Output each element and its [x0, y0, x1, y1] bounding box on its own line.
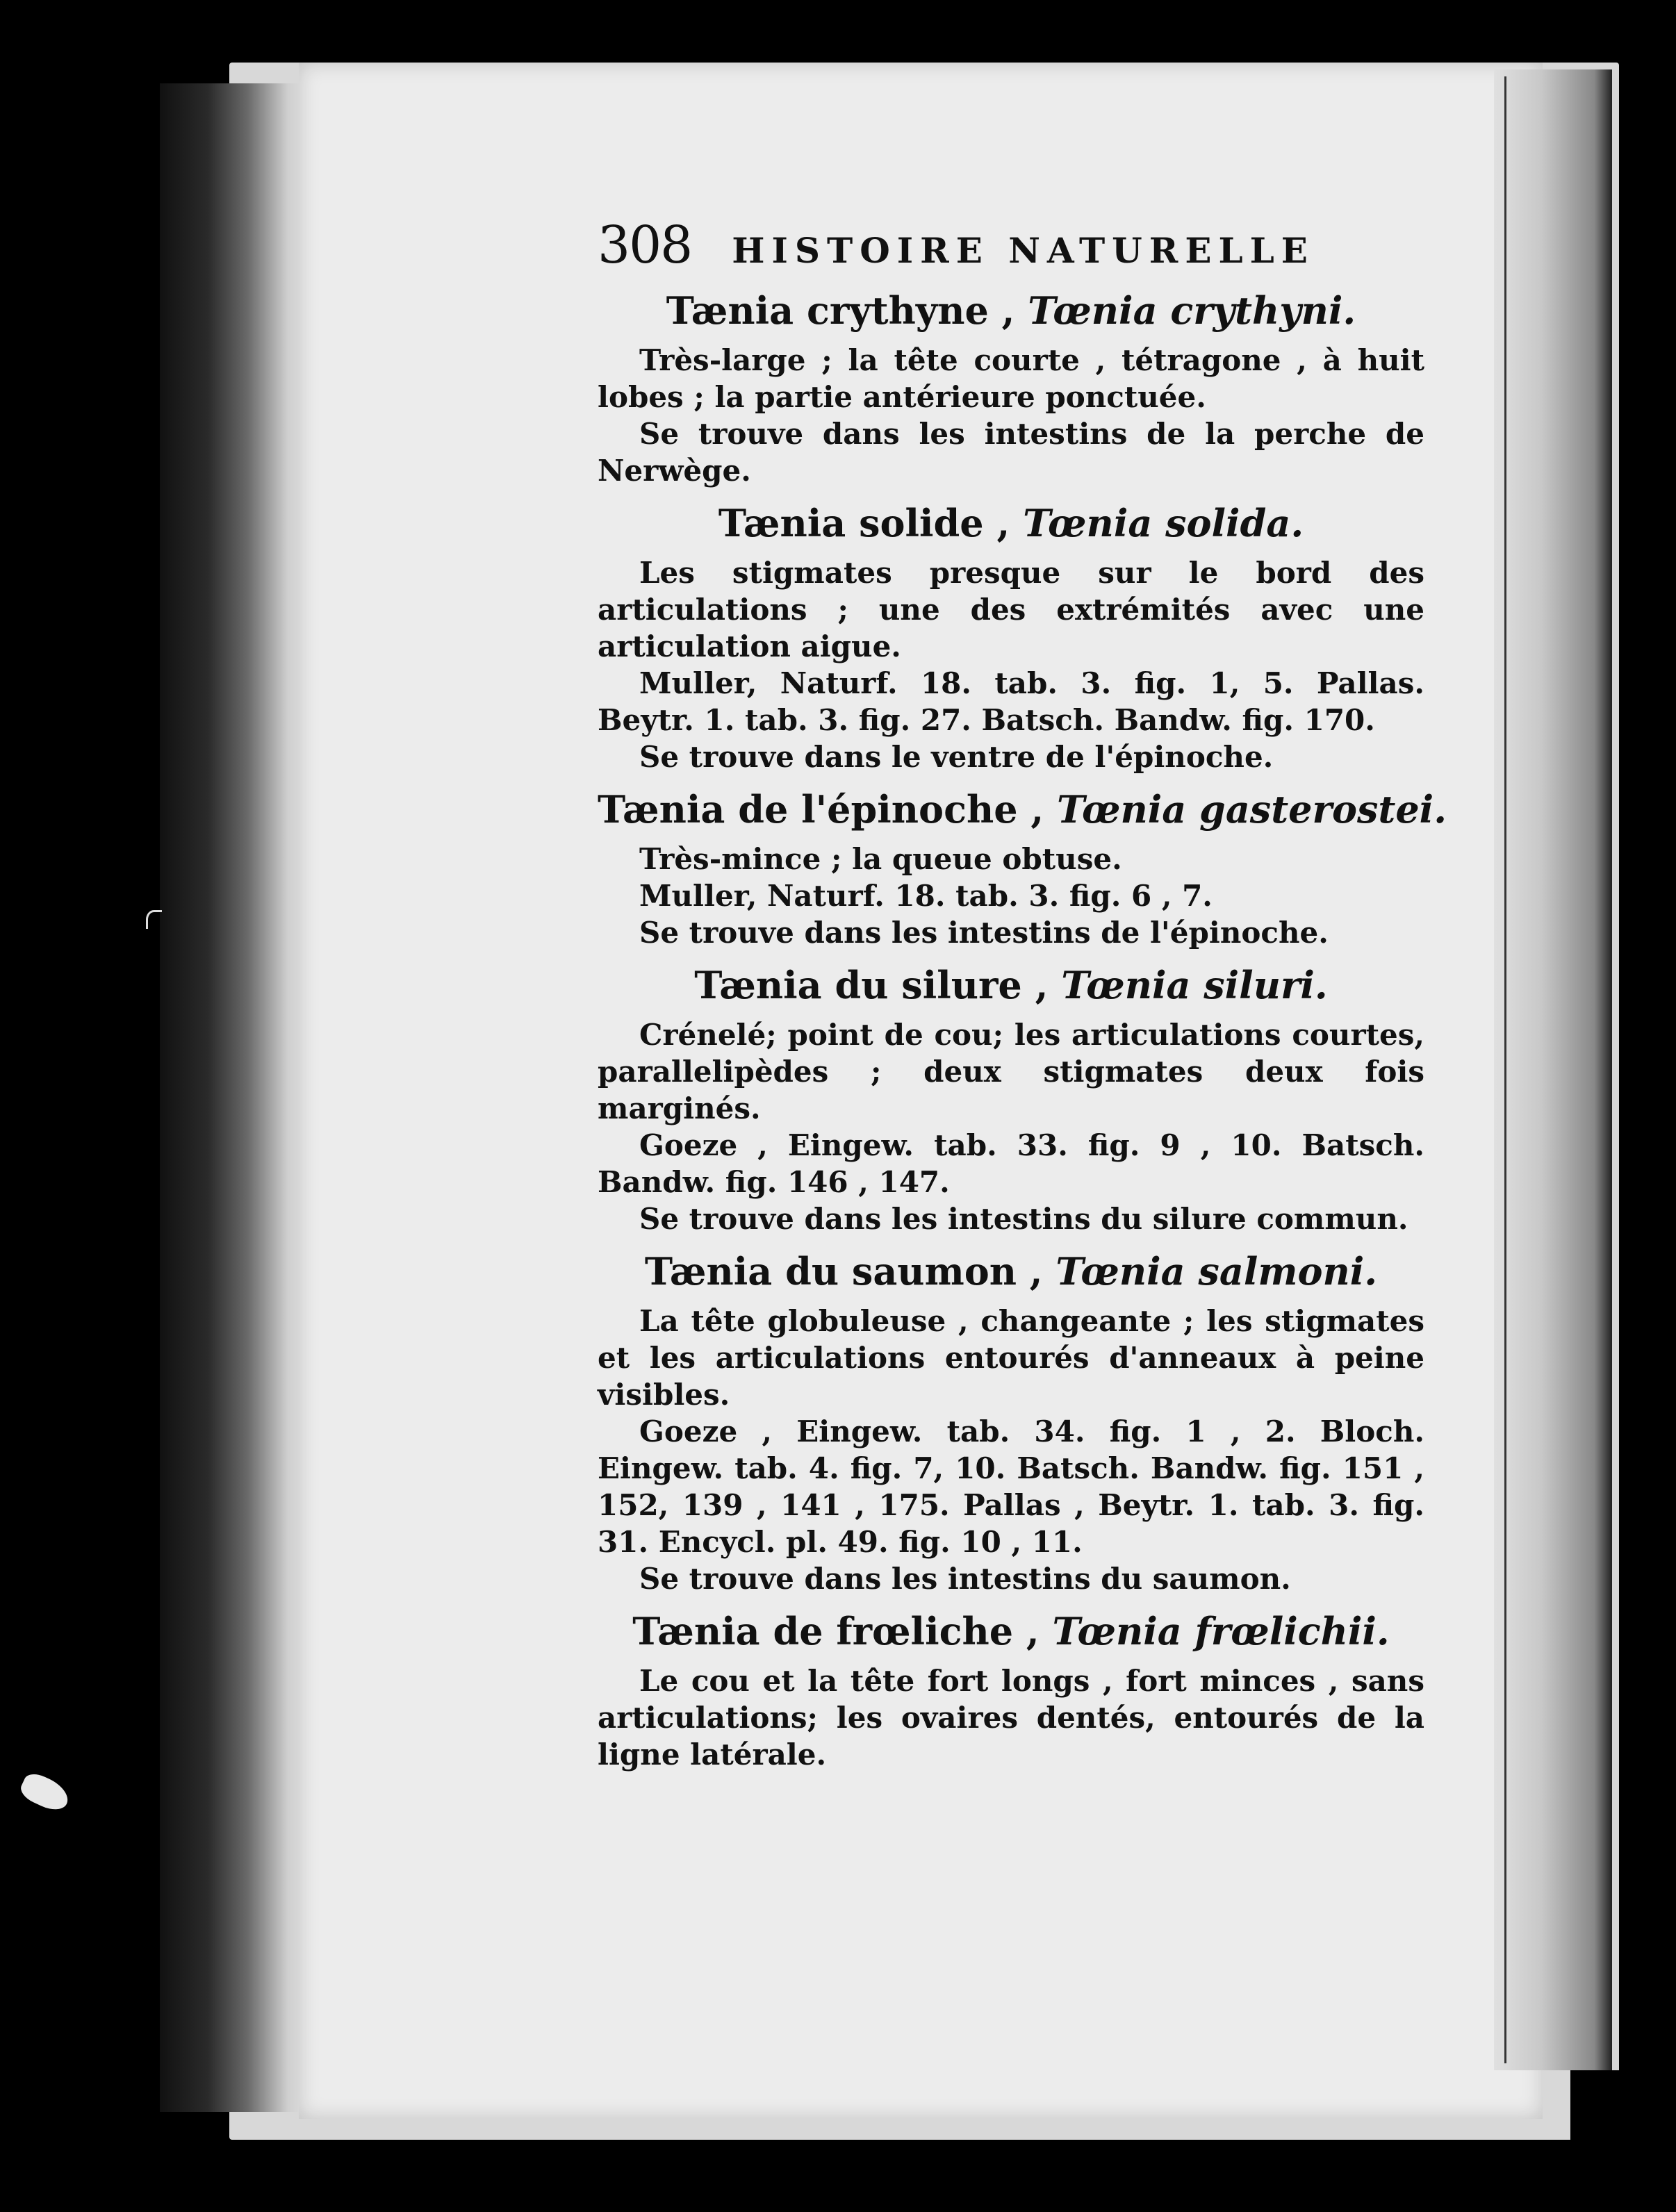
scan-artifact — [17, 1769, 73, 1815]
entry-name: Tænia du saumon , — [644, 1249, 1043, 1294]
page-edge — [1494, 69, 1612, 2070]
description: La tête globuleuse , changeante ; les stigmates et les articulations entourés d'anneaux à peine visibles. — [598, 1304, 1424, 1412]
references: Goeze , Eingew. tab. 34. fig. 1 , 2. Bloch. Eingew. tab. 4. fig. 7, 10. Batsch. Bandw. fig. 151 , 152, 139 , 141 , 175. Pallas , Beytr. 1. tab. 3. fig. 31. Encycl. pl. 49. fig. 10 , 11. — [598, 1414, 1424, 1559]
entry — [598, 787, 1447, 951]
scan-background — [1570, 2070, 1676, 2212]
description: Crénelé; point de cou; les articulations courtes, parallelipèdes ; deux stigmates deux fois marginés. — [598, 1018, 1424, 1125]
entry-name: Tænia de frœliche , — [632, 1609, 1040, 1653]
entry-name: Tænia solide , — [718, 501, 1010, 545]
scan-artifact — [146, 910, 162, 929]
running-head — [598, 215, 1424, 292]
entry-latin-name: Tœnia salmoni. — [1055, 1249, 1378, 1294]
entry — [598, 288, 1424, 489]
entry — [598, 1249, 1424, 1597]
entry — [598, 1609, 1424, 1773]
entry-latin-name: Tœnia siluri. — [1061, 963, 1328, 1007]
entry-title — [598, 1609, 1424, 1653]
entry-latin-name: Tœnia frœlichii. — [1052, 1609, 1390, 1653]
entry-latin-name: Tœnia solida. — [1023, 501, 1304, 545]
description: Très-mince ; la queue obtuse. — [639, 842, 1122, 876]
habitat: Se trouve dans les intestins de la perche de Nerwège. — [598, 417, 1424, 488]
description: Très-large ; la tête courte , tétragone , à huit lobes ; la partie antérieure ponctuée. — [598, 343, 1424, 414]
references: Muller, Naturf. 18. tab. 3. fig. 1, 5. Pallas. Beytr. 1. tab. 3. fig. 27. Batsch. Bandw. fig. 170. — [598, 666, 1424, 737]
entry-name: Tænia du silure , — [694, 963, 1049, 1007]
habitat: Se trouve dans les intestins de l'épinoche. — [639, 916, 1329, 950]
entry-title — [598, 288, 1424, 333]
entry-title — [598, 963, 1424, 1007]
entry-name: Tænia de l'épinoche , — [598, 787, 1044, 832]
entry-title — [598, 501, 1424, 545]
entry — [598, 963, 1424, 1237]
page-number: 308 — [598, 215, 692, 275]
entry — [598, 501, 1424, 775]
habitat: Se trouve dans les intestins du saumon. — [639, 1562, 1291, 1596]
references: Muller, Naturf. 18. tab. 3. fig. 6 , 7. — [639, 879, 1213, 913]
entry-latin-name: Tœnia gasterostei. — [1057, 787, 1447, 832]
page-fold-line — [1504, 76, 1506, 2063]
running-title: HISTOIRE NATURELLE — [732, 230, 1315, 271]
entry-latin-name: Tœnia crythyni. — [1028, 288, 1356, 333]
page-text — [598, 215, 1447, 1788]
description: Le cou et la tête fort longs , fort minces , sans articulations; les ovaires dentés, entourés de la ligne latérale. — [598, 1664, 1424, 1772]
entry-name: Tænia crythyne , — [666, 288, 1015, 333]
entry-title — [598, 1249, 1424, 1294]
habitat: Se trouve dans le ventre de l'épinoche. — [639, 740, 1274, 774]
description: Les stigmates presque sur le bord des articulations ; une des extrémités avec une articulation aigue. — [598, 556, 1424, 663]
habitat: Se trouve dans les intestins du silure commun. — [639, 1202, 1408, 1236]
entry-title — [598, 787, 1447, 832]
book-spine — [160, 83, 320, 2112]
references: Goeze , Eingew. tab. 33. fig. 9 , 10. Batsch. Bandw. fig. 146 , 147. — [598, 1128, 1424, 1199]
